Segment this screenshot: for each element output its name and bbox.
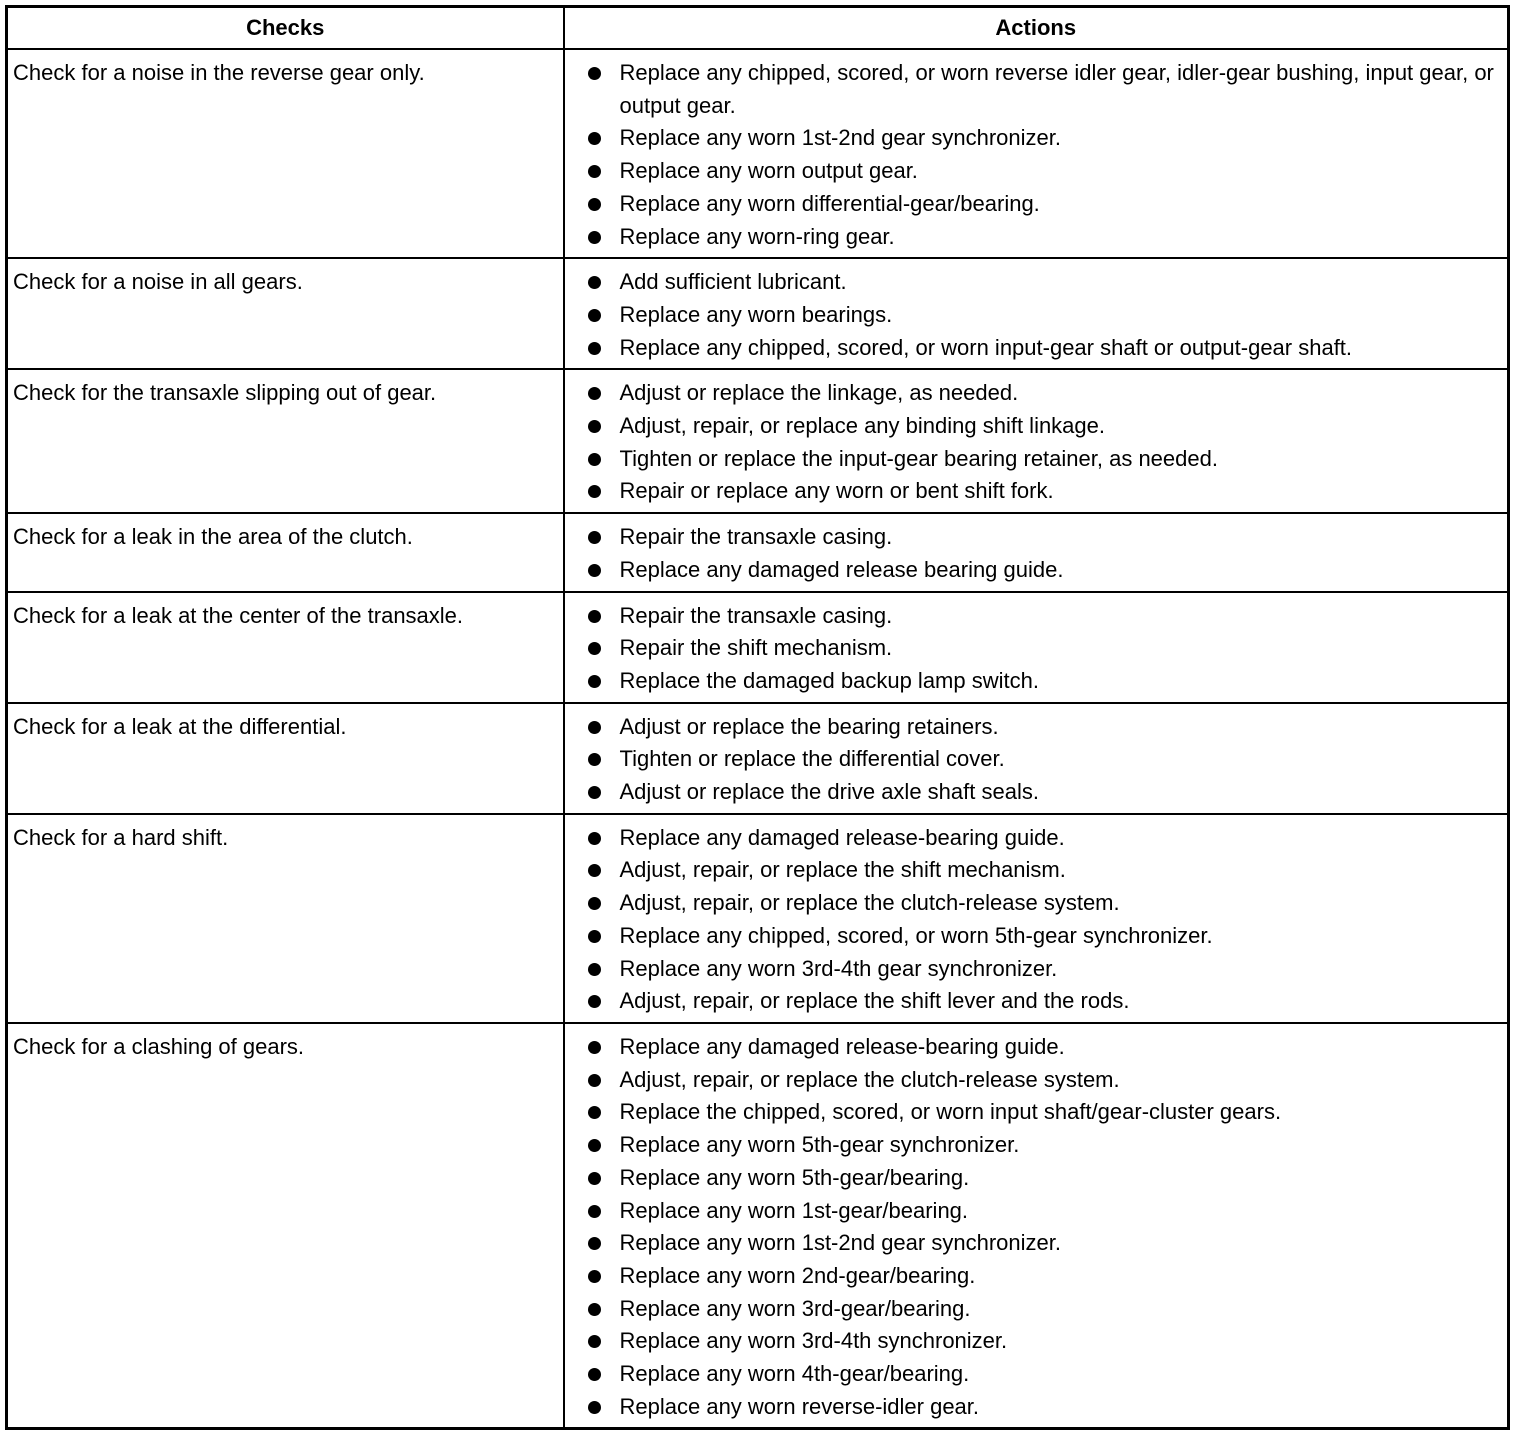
action-text: Replace any worn reverse-idler gear. — [619, 1393, 980, 1419]
list-item — [565, 1260, 1502, 1293]
list-item — [565, 299, 1502, 332]
bullet-icon — [588, 963, 601, 976]
list-item — [565, 57, 1502, 122]
list-item — [565, 266, 1502, 299]
action-text: Replace any worn 3rd-4th synchronizer. — [619, 1328, 1008, 1354]
bullet-icon — [588, 276, 601, 289]
list-item — [565, 1325, 1502, 1358]
action-text: Replace any chipped, scored, or worn 5th-gear synchronizer. — [619, 922, 1213, 948]
actions-cell — [564, 592, 1509, 703]
check-cell: Check for a hard shift. — [7, 814, 564, 1023]
list-item — [565, 221, 1502, 254]
bullet-icon — [588, 1368, 601, 1381]
action-list — [565, 711, 1502, 809]
action-text: Adjust, repair, or replace the clutch-release system. — [619, 1066, 1120, 1092]
action-list — [565, 822, 1502, 1018]
bullet-icon — [588, 420, 601, 433]
list-item — [565, 1162, 1502, 1195]
list-item — [565, 332, 1502, 365]
table-row — [7, 49, 1509, 258]
action-text: Repair or replace any worn or bent shift fork. — [619, 478, 1054, 504]
check-cell: Check for a leak in the area of the clutch. — [7, 513, 564, 591]
action-text: Replace any chipped, scored, or worn input-gear shaft or output-gear shaft. — [619, 334, 1353, 360]
action-list — [565, 521, 1502, 586]
action-text: Tighten or replace the differential cover. — [619, 746, 1005, 772]
header-checks: Checks — [7, 7, 564, 50]
list-item — [565, 377, 1502, 410]
list-item — [565, 122, 1502, 155]
bullet-icon — [588, 309, 601, 322]
bullet-icon — [588, 721, 601, 734]
list-item — [565, 743, 1502, 776]
action-text: Replace any chipped, scored, or worn reverse idler gear, idler-gear bushing, input gear, or output gear. — [619, 60, 1494, 118]
header-row — [7, 7, 1509, 50]
list-item — [565, 600, 1502, 633]
list-item — [565, 711, 1502, 744]
action-text: Adjust, repair, or replace the clutch-release system. — [619, 890, 1120, 916]
list-item — [565, 1195, 1502, 1228]
list-item — [565, 475, 1502, 508]
table-row — [7, 258, 1509, 369]
action-list — [565, 377, 1502, 508]
list-item — [565, 155, 1502, 188]
bullet-icon — [588, 610, 601, 623]
action-text: Add sufficient lubricant. — [619, 269, 847, 295]
action-text: Replace any worn 1st-2nd gear synchronizer. — [619, 125, 1061, 151]
action-text: Replace any worn 5th-gear synchronizer. — [619, 1132, 1020, 1158]
bullet-icon — [588, 1074, 601, 1087]
bullet-icon — [588, 485, 601, 498]
bullet-icon — [588, 165, 601, 178]
list-item — [565, 920, 1502, 953]
check-cell: Check for the transaxle slipping out of gear. — [7, 369, 564, 513]
bullet-icon — [588, 864, 601, 877]
table-row — [7, 814, 1509, 1023]
list-item — [565, 632, 1502, 665]
bullet-icon — [588, 564, 601, 577]
bullet-icon — [588, 387, 601, 400]
list-item — [565, 410, 1502, 443]
action-list — [565, 600, 1502, 698]
list-item — [565, 985, 1502, 1018]
bullet-icon — [588, 231, 601, 244]
check-cell: Check for a leak at the center of the transaxle. — [7, 592, 564, 703]
action-text: Repair the shift mechanism. — [619, 635, 893, 661]
action-text: Replace the damaged backup lamp switch. — [619, 667, 1039, 693]
bullet-icon — [588, 132, 601, 145]
bullet-icon — [588, 1172, 601, 1185]
table-row — [7, 1023, 1509, 1429]
list-item — [565, 822, 1502, 855]
list-item — [565, 188, 1502, 221]
bullet-icon — [588, 897, 601, 910]
bullet-icon — [588, 342, 601, 355]
action-text: Replace the chipped, scored, or worn input shaft/gear-cluster gears. — [619, 1099, 1282, 1125]
bullet-icon — [588, 1237, 601, 1250]
table-row — [7, 369, 1509, 513]
list-item — [565, 1031, 1502, 1064]
list-item — [565, 1064, 1502, 1097]
bullet-icon — [588, 1401, 601, 1414]
action-text: Repair the transaxle casing. — [619, 524, 893, 550]
table-row — [7, 592, 1509, 703]
list-item — [565, 1227, 1502, 1260]
list-item — [565, 521, 1502, 554]
bullet-icon — [588, 67, 601, 80]
bullet-icon — [588, 1106, 601, 1119]
bullet-icon — [588, 198, 601, 211]
action-text: Replace any worn-ring gear. — [619, 223, 895, 249]
check-cell: Check for a clashing of gears. — [7, 1023, 564, 1429]
action-text: Replace any damaged release-bearing guide. — [619, 1033, 1065, 1059]
action-text: Replace any damaged release-bearing guide. — [619, 824, 1065, 850]
actions-cell — [564, 814, 1509, 1023]
action-text: Replace any worn 1st-gear/bearing. — [619, 1197, 969, 1223]
list-item — [565, 953, 1502, 986]
list-item — [565, 1358, 1502, 1391]
action-text: Replace any worn output gear. — [619, 158, 918, 184]
actions-cell — [564, 1023, 1509, 1429]
actions-cell — [564, 49, 1509, 258]
action-text: Adjust, repair, or replace the shift lever and the rods. — [619, 988, 1130, 1014]
action-text: Replace any worn 3rd-gear/bearing. — [619, 1295, 971, 1321]
bullet-icon — [588, 1139, 601, 1152]
list-item — [565, 443, 1502, 476]
list-item — [565, 887, 1502, 920]
bullet-icon — [588, 995, 601, 1008]
bullet-icon — [588, 832, 601, 845]
action-text: Replace any worn differential-gear/bearing. — [619, 190, 1040, 216]
action-text: Replace any worn 5th-gear/bearing. — [619, 1164, 970, 1190]
check-cell: Check for a leak at the differential. — [7, 703, 564, 814]
actions-cell — [564, 703, 1509, 814]
bullet-icon — [588, 1303, 601, 1316]
list-item — [565, 1293, 1502, 1326]
bullet-icon — [588, 1205, 601, 1218]
bullet-icon — [588, 1335, 601, 1348]
list-item — [565, 1391, 1502, 1424]
troubleshooting-table — [5, 5, 1510, 1430]
action-text: Replace any worn bearings. — [619, 301, 893, 327]
bullet-icon — [588, 786, 601, 799]
action-text: Replace any damaged release bearing guide. — [619, 556, 1064, 582]
action-text: Replace any worn 3rd-4th gear synchronizer. — [619, 955, 1058, 981]
table-row — [7, 513, 1509, 591]
actions-cell — [564, 513, 1509, 591]
action-list — [565, 57, 1502, 253]
bullet-icon — [588, 930, 601, 943]
bullet-icon — [588, 1041, 601, 1054]
action-text: Adjust or replace the drive axle shaft seals. — [619, 779, 1039, 805]
list-item — [565, 1129, 1502, 1162]
table-body — [7, 49, 1509, 1429]
action-text: Adjust, repair, or replace the shift mechanism. — [619, 857, 1066, 883]
list-item — [565, 776, 1502, 809]
bullet-icon — [588, 675, 601, 688]
table-row — [7, 703, 1509, 814]
bullet-icon — [588, 642, 601, 655]
table-header — [7, 7, 1509, 50]
action-text: Repair the transaxle casing. — [619, 602, 893, 628]
action-list — [565, 266, 1502, 364]
header-actions: Actions — [564, 7, 1509, 50]
action-text: Adjust or replace the bearing retainers. — [619, 713, 999, 739]
action-text: Replace any worn 4th-gear/bearing. — [619, 1361, 970, 1387]
check-cell: Check for a noise in the reverse gear only. — [7, 49, 564, 258]
action-list — [565, 1031, 1502, 1423]
actions-cell — [564, 258, 1509, 369]
bullet-icon — [588, 453, 601, 466]
action-text: Tighten or replace the input-gear bearing retainer, as needed. — [619, 445, 1218, 471]
list-item — [565, 1096, 1502, 1129]
action-text: Adjust or replace the linkage, as needed. — [619, 380, 1019, 406]
bullet-icon — [588, 1270, 601, 1283]
check-cell: Check for a noise in all gears. — [7, 258, 564, 369]
list-item — [565, 554, 1502, 587]
list-item — [565, 665, 1502, 698]
bullet-icon — [588, 531, 601, 544]
actions-cell — [564, 369, 1509, 513]
action-text: Replace any worn 2nd-gear/bearing. — [619, 1262, 976, 1288]
action-text: Adjust, repair, or replace any binding shift linkage. — [619, 413, 1106, 439]
list-item — [565, 854, 1502, 887]
bullet-icon — [588, 753, 601, 766]
action-text: Replace any worn 1st-2nd gear synchronizer. — [619, 1230, 1061, 1256]
